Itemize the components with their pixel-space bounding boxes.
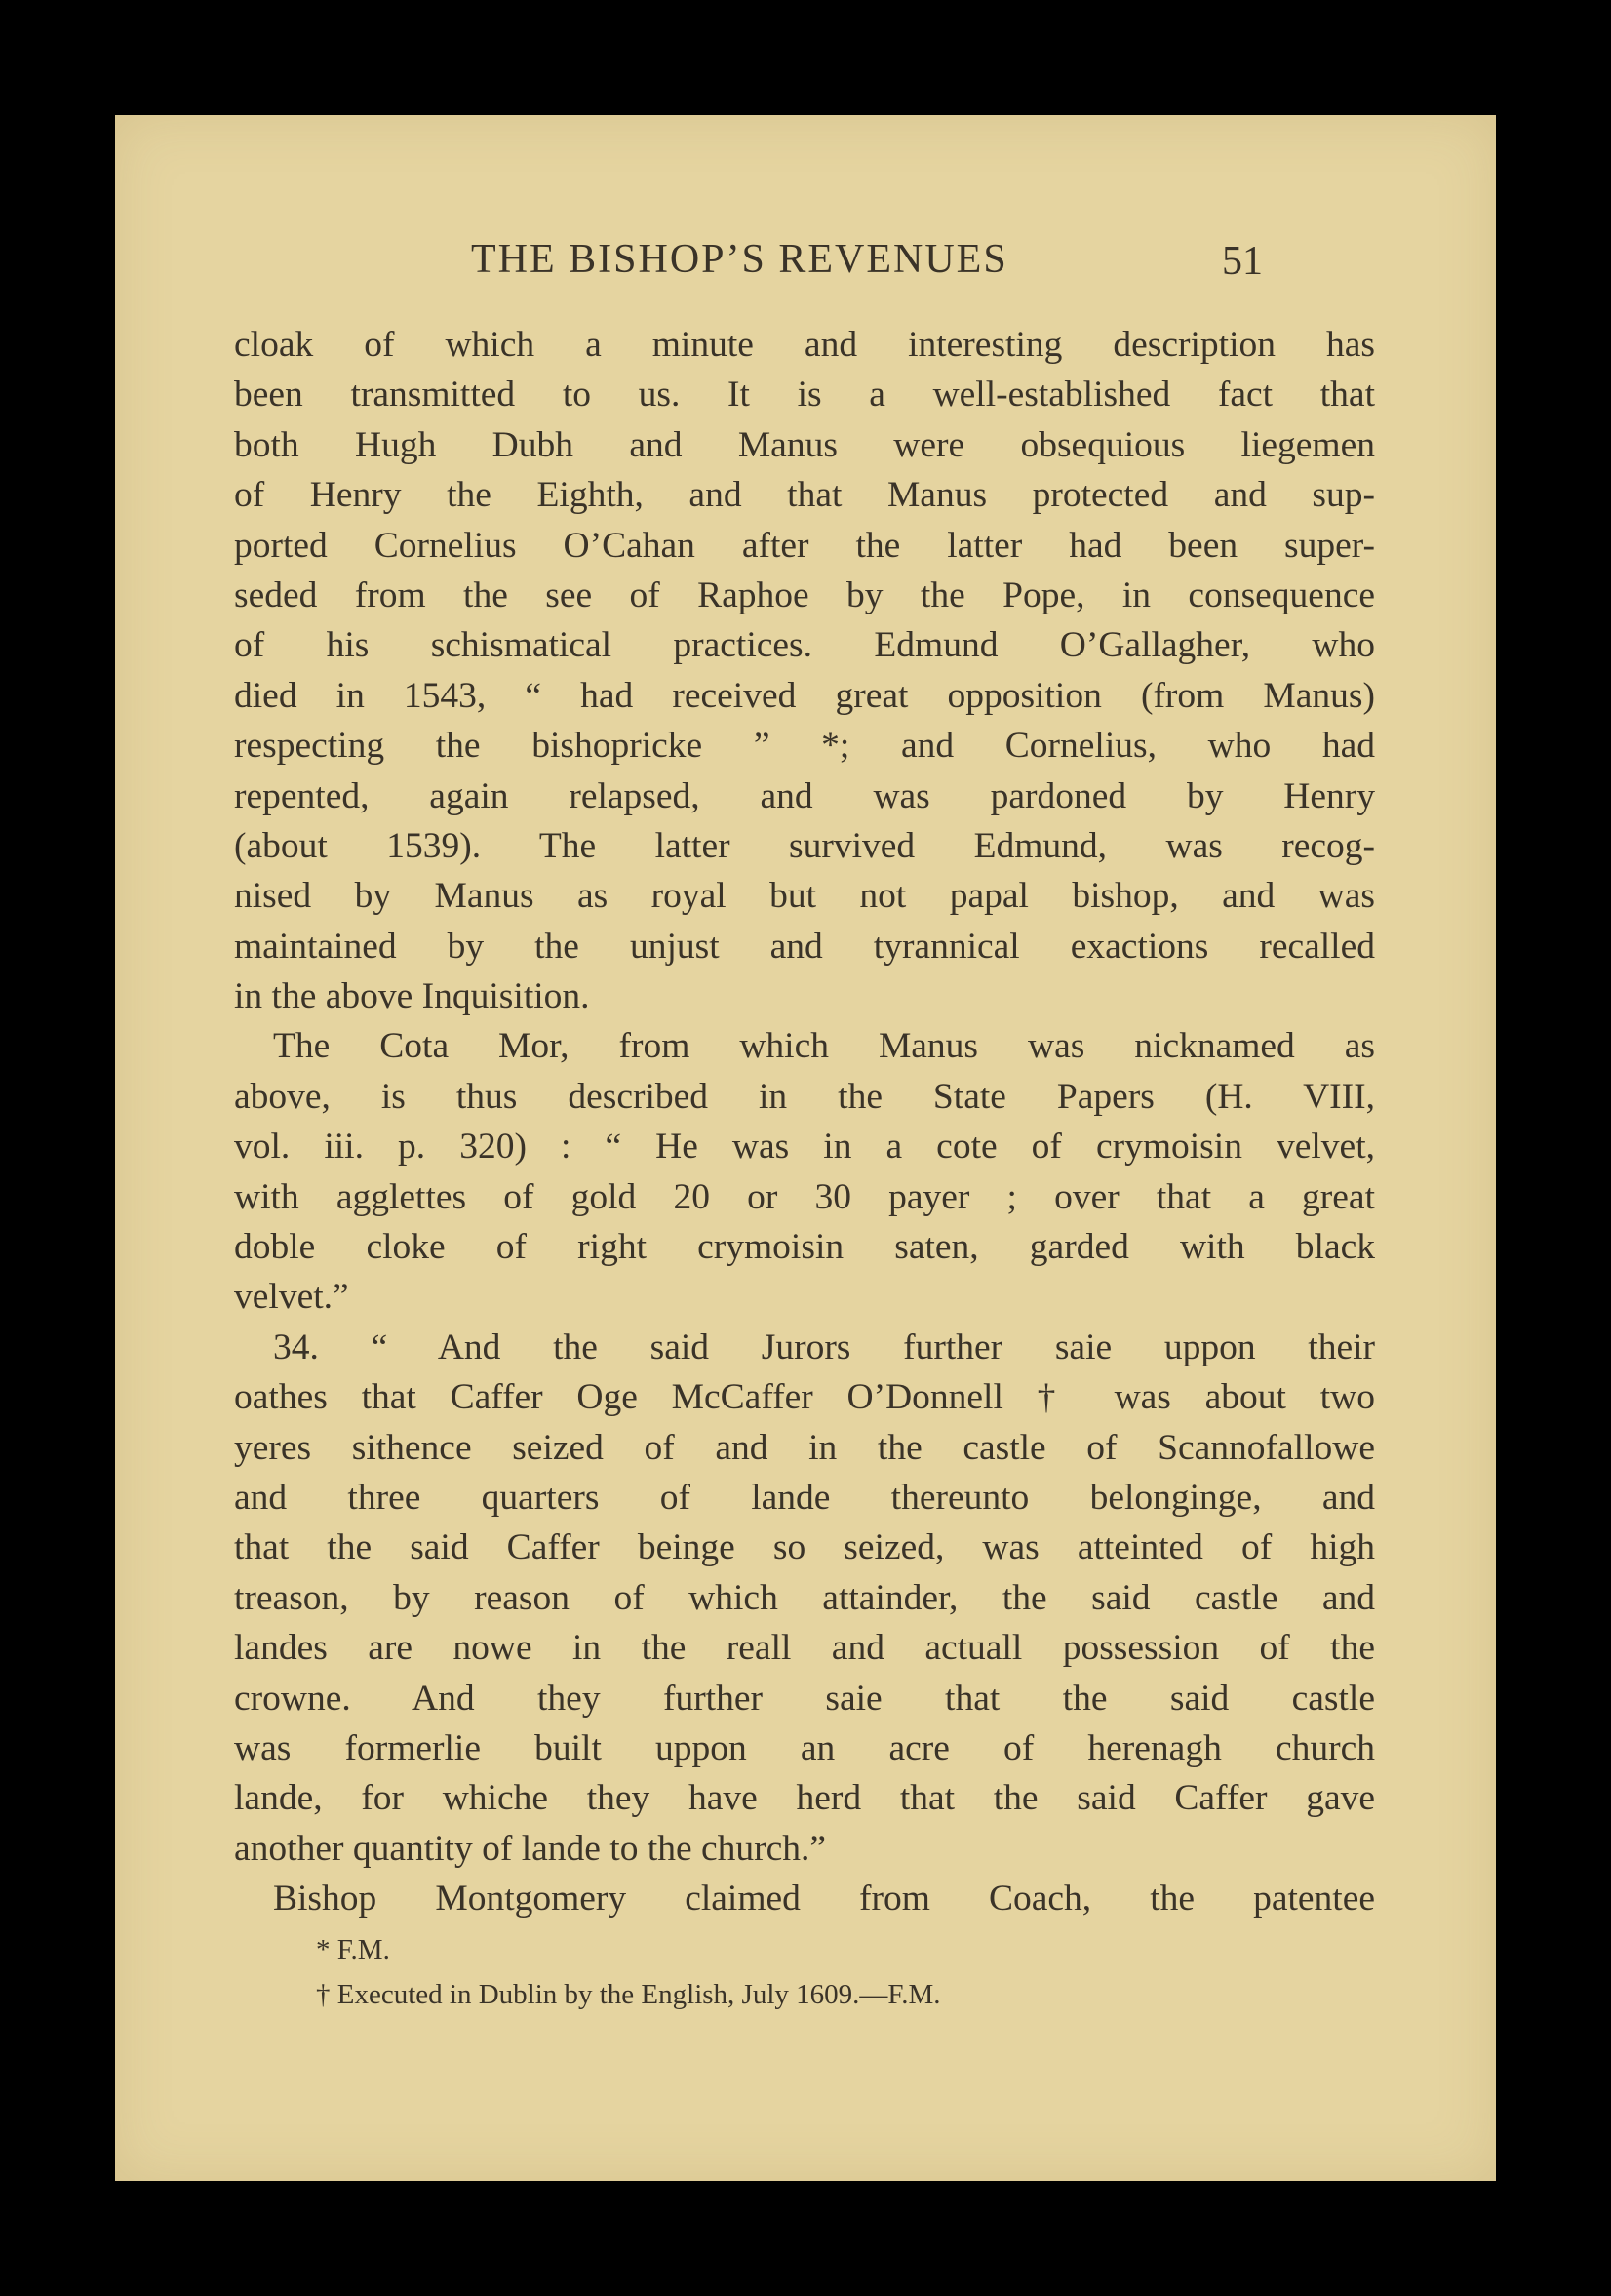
text-line: treason, by reason of which attainder, the said castle and [234,1577,1375,1618]
text-line: landes are nowe in the reall and actuall possession of the [234,1628,1375,1669]
text-line: (about 1539). The latter survived Edmund, was recog- [234,825,1375,866]
text-line: ported Cornelius O’Cahan after the latter had been super- [234,525,1375,566]
text-line: been transmitted to us. It is a well-established fact that [234,375,1375,416]
text-line: was formerlie built uppon an acre of herenagh church [234,1727,1375,1768]
body-text [234,320,1375,1924]
text-line: maintained by the unjust and tyrannical exactions recalled [234,926,1375,967]
text-line: velvet.” [234,1277,349,1318]
footnote: † Executed in Dublin by the English, July 1609.—F.M. [316,1979,941,2010]
text-line: 34. “ And the said Jurors further saie uppon their [273,1326,1375,1367]
text-line: Bishop Montgomery claimed from Coach, the patentee [273,1879,1375,1920]
text-line: of Henry the Eighth, and that Manus protected and sup- [234,475,1375,516]
text-line: in the above Inquisition. [234,976,590,1017]
text-line: another quantity of lande to the church.” [234,1828,827,1869]
text-line: vol. iii. p. 320) : “ He was in a cote of crymoisin velvet, [234,1127,1375,1168]
text-line: that the said Caffer beinge so seized, was atteinted of high [234,1527,1375,1568]
text-line: seded from the see of Raphoe by the Pope, in consequence [234,574,1375,615]
text-line: The Cota Mor, from which Manus was nicknamed as [273,1026,1375,1067]
text-line: above, is thus described in the State Papers (H. VIII, [234,1076,1375,1117]
text-line: of his schismatical practices. Edmund O’Gallagher, who [234,625,1375,666]
footnotes [316,1927,940,2017]
text-line: with agglettes of gold 20 or 30 payer ; over that a great [234,1176,1375,1217]
text-line: crowne. And they further saie that the said castle [234,1678,1375,1719]
text-line: nised by Manus as royal but not papal bishop, and was [234,876,1375,917]
text-line: died in 1543, “ had received great opposition (from Manus) [234,675,1375,716]
text-line: oathes that Caffer Oge McCaffer O’Donnell † was about two [234,1377,1375,1418]
page-header [115,236,1496,295]
running-head: THE BISHOP’S REVENUES [471,237,1008,282]
text-line: repented, again relapsed, and was pardoned by Henry [234,775,1375,816]
text-line: cloak of which a minute and interesting description has [234,325,1375,365]
text-line: both Hugh Dubh and Manus were obsequious liegemen [234,424,1375,465]
text-line: lande, for whiche they have herd that the said Caffer gave [234,1778,1375,1819]
text-line: respecting the bishopricke ” *; and Cornelius, who had [234,726,1375,767]
text-line: yeres sithence seized of and in the castle of Scannofallowe [234,1427,1375,1468]
book-page [115,115,1496,2181]
footnote: * F.M. [316,1934,390,1965]
text-line: and three quarters of lande thereunto belonginge, and [234,1477,1375,1518]
page-number: 51 [1222,239,1263,284]
text-line: doble cloke of right crymoisin saten, garded with black [234,1227,1375,1268]
